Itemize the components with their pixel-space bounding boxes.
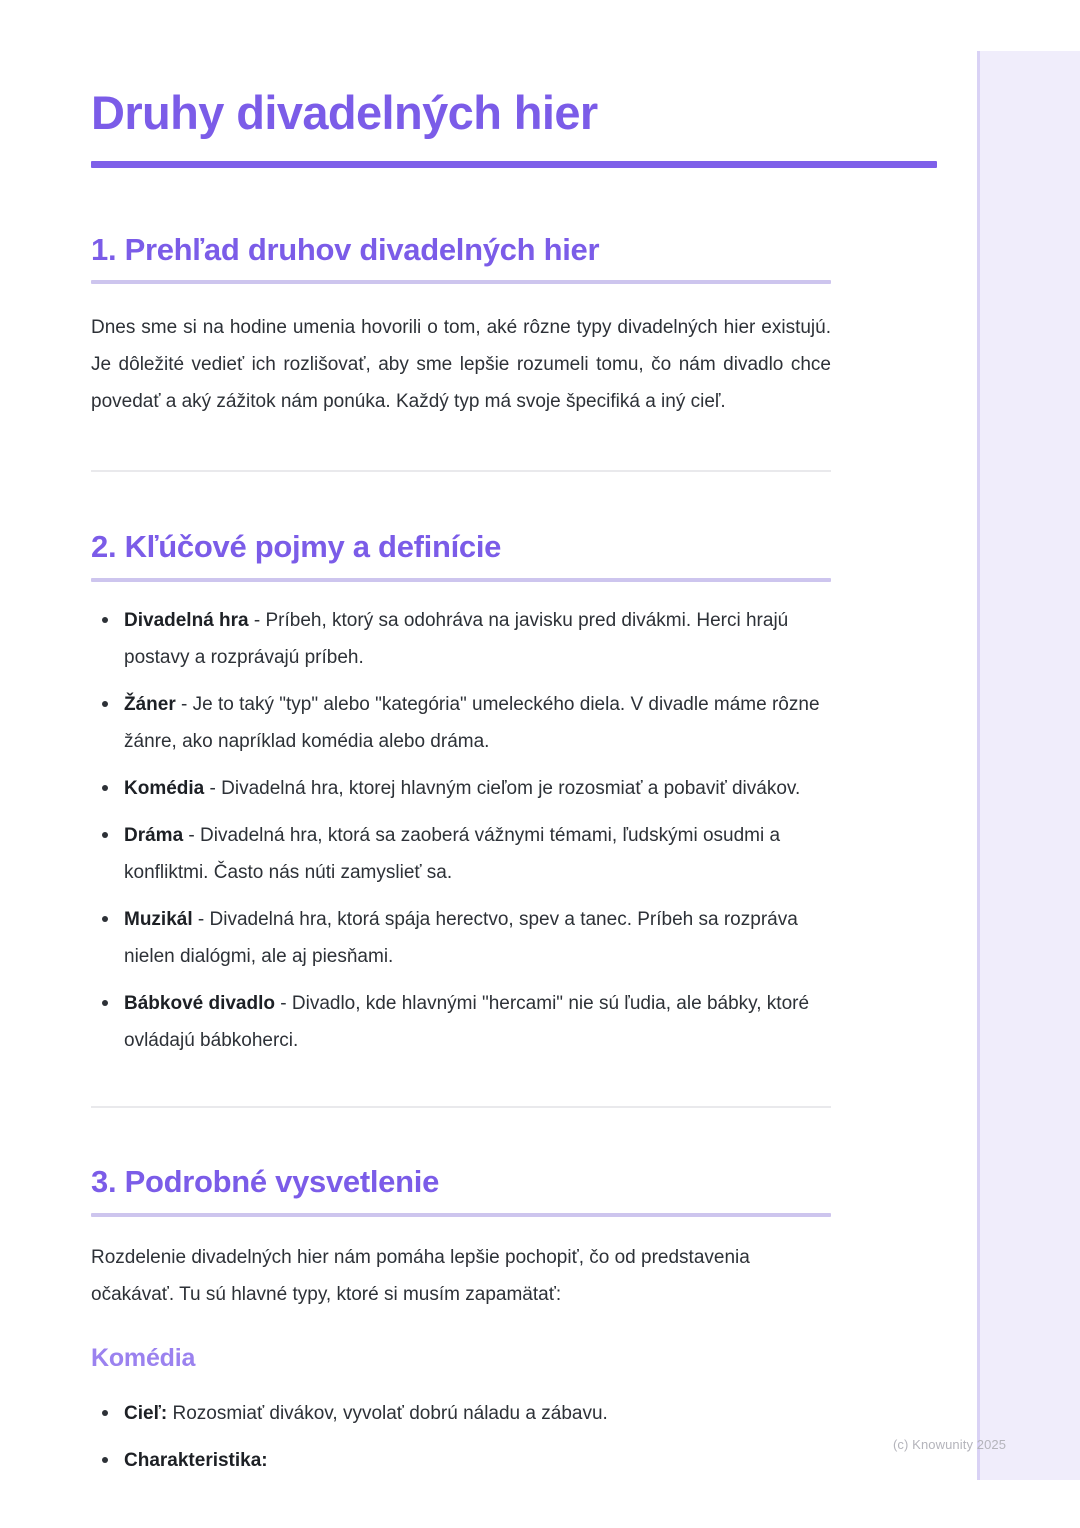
copyright-watermark: (c) Knowunity 2025	[893, 1437, 1007, 1452]
list-item	[91, 1442, 831, 1479]
section-3-heading: 3. Podrobné vysvetlenie	[91, 1164, 440, 1200]
list-item	[91, 602, 831, 676]
list-item	[91, 985, 831, 1059]
term-definition: - Je to taký "typ" alebo "kategória" umeleckého diela. V divadle máme rôzne žánre, ako napríklad komédia alebo dráma.	[124, 694, 820, 753]
bullet-dot-icon	[102, 1457, 108, 1463]
spacer	[91, 420, 937, 470]
section-1-heading: 1. Prehľad druhov divadelných hier	[91, 231, 600, 267]
term-definition: - Divadlo, kde hlavnými "hercami" nie sú ľudia, ale bábky, ktoré ovládajú bábkoherci.	[124, 993, 810, 1052]
komedia-details-list	[91, 1395, 831, 1479]
subsection-komedia-heading: Komédia	[91, 1343, 196, 1372]
spacer	[91, 168, 937, 232]
term-definition: Rozosmiať divákov, vyvolať dobrú náladu a zábavu.	[167, 1402, 608, 1424]
term-definition: - Príbeh, ktorý sa odohráva na javisku pred divákmi. Herci hrajú postavy a rozprávajú príbeh.	[124, 610, 789, 669]
term-label: Dráma	[124, 825, 184, 847]
list-item	[91, 770, 831, 807]
key-terms-list	[91, 602, 831, 1059]
term-label: Charakteristika:	[124, 1449, 268, 1471]
list-item	[91, 1395, 831, 1432]
spacer	[91, 1108, 937, 1164]
spacer	[91, 1059, 937, 1106]
bullet-dot-icon	[102, 1000, 108, 1006]
spacer	[91, 582, 937, 602]
section-1	[91, 232, 937, 421]
section-2-heading: 2. Kľúčové pojmy a definície	[91, 529, 502, 565]
spacer	[91, 1217, 937, 1239]
term-label: Divadelná hra	[124, 610, 249, 632]
title-underline-rule	[91, 161, 937, 168]
spacer	[91, 1373, 937, 1395]
bullet-dot-icon	[102, 701, 108, 707]
section-2	[91, 529, 937, 1059]
list-item	[91, 901, 831, 975]
spacer	[91, 1313, 937, 1343]
term-definition: - Divadelná hra, ktorej hlavným cieľom je rozosmiať a pobaviť divákov.	[204, 778, 801, 800]
section-1-paragraph: Dnes sme si na hodine umenia hovorili o tom, aké rôzne typy divadelných hier existujú. Je dôležité vedieť ich rozlišovať, aby sme lepšie rozumeli tomu, čo nám divadlo chce povedať a aký zážitok nám ponúka. Každý typ má svoje špecifiká a iný cieľ.	[91, 317, 831, 413]
term-label: Cieľ:	[124, 1402, 168, 1424]
bullet-dot-icon	[102, 916, 108, 922]
list-item	[91, 817, 831, 891]
document-content	[91, 0, 937, 1479]
term-definition: - Divadelná hra, ktorá sa zaoberá vážnymi témami, ľudskými osudmi a konfliktmi. Často nás núti zamyslieť sa.	[124, 825, 781, 884]
spacer	[91, 284, 937, 309]
section-3-paragraph: Rozdelenie divadelných hier nám pomáha lepšie pochopiť, čo od predstavenia očakávať. Tu sú hlavné typy, ktoré si musím zapamätať:	[91, 1246, 750, 1305]
term-label: Bábkové divadlo	[124, 993, 275, 1015]
page-title: Druhy divadelných hier	[91, 86, 598, 139]
bullet-dot-icon	[102, 1410, 108, 1416]
page-edge-strip	[977, 51, 1080, 1480]
term-label: Komédia	[124, 778, 205, 800]
section-3	[91, 1164, 937, 1479]
spacer	[91, 472, 937, 529]
bullet-dot-icon	[102, 617, 108, 623]
term-label: Žáner	[124, 694, 176, 716]
list-item	[91, 686, 831, 760]
bullet-dot-icon	[102, 785, 108, 791]
bullet-dot-icon	[102, 832, 108, 838]
term-definition: - Divadelná hra, ktorá spája herectvo, spev a tanec. Príbeh sa rozpráva nielen dialógmi, ale aj piesňami.	[124, 909, 798, 968]
term-label: Muzikál	[124, 909, 193, 931]
